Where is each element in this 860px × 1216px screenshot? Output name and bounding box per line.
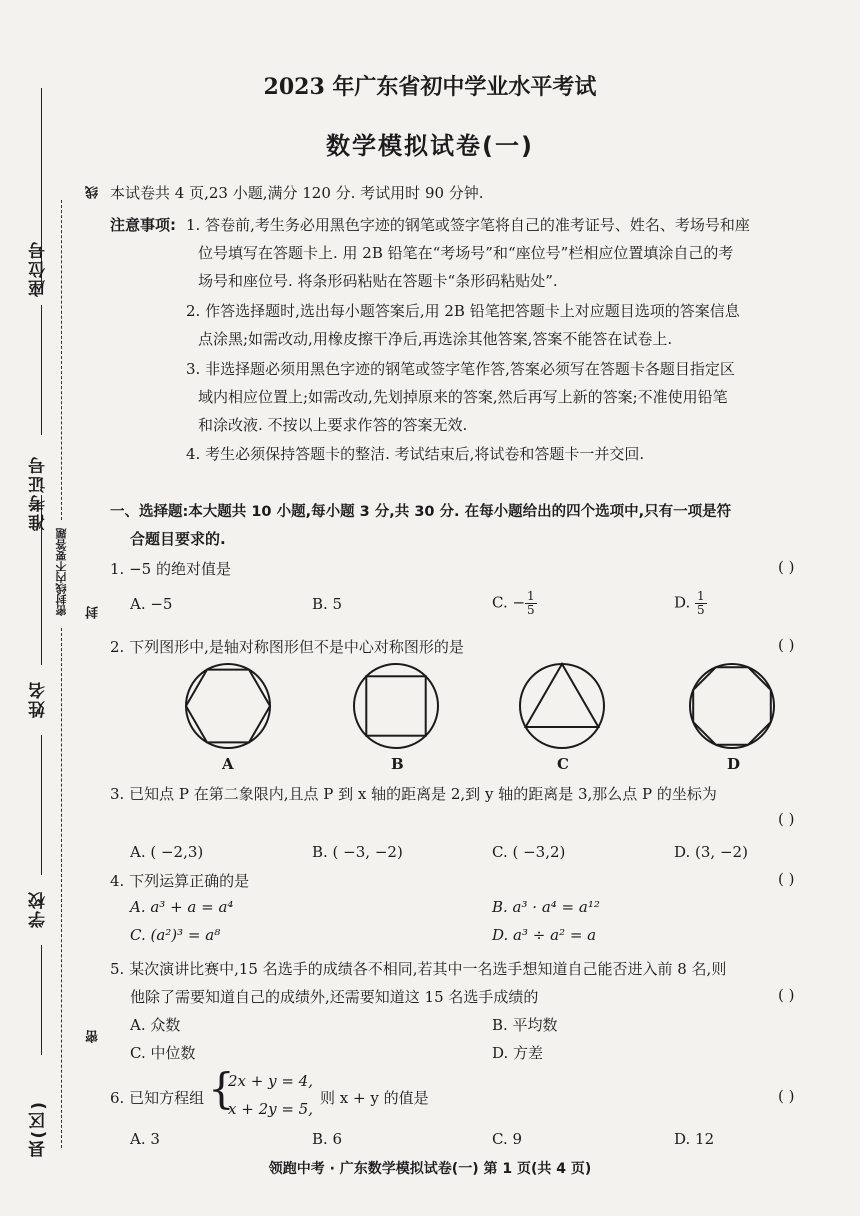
q2-label-c: C [557, 755, 569, 773]
q5-option-b: B. 平均数 [492, 1016, 558, 1034]
note-1c: 场号和座位号. 将条形码粘贴在答题卡“条形码粘贴处”. [198, 272, 558, 290]
exam-title: 2023 年广东省初中学业水平考试 [263, 74, 597, 100]
name-label: 姓名 [29, 680, 49, 718]
note-2b: 点涂黑;如需改动,用橡皮擦干净后,再选涂其他答案,答案不能答在试卷上. [198, 330, 673, 348]
q3-option-b: B. ( −3, −2) [312, 843, 403, 861]
q4-option-a: A. a³ + a = a⁴ [130, 898, 234, 916]
q5-option-d: D. 方差 [492, 1044, 544, 1062]
seal-feng: 封 [86, 606, 101, 619]
q2-stem: 2. 下列图形中,是轴对称图形但不是中心对称图形的是 [110, 638, 464, 656]
q2-label-b: B [391, 755, 404, 773]
q1-option-c: C. − $\frac{1}{5}$ [492, 589, 535, 617]
q6-answer-paren: ( ) [778, 1087, 795, 1105]
q4-option-c: C. (a²)³ = a⁸ [130, 926, 221, 944]
figure-b-square-in-circle [354, 664, 438, 748]
figure-d-octagon-in-circle [690, 664, 774, 748]
q6-equation-1: 2x + y = 4, [228, 1072, 313, 1090]
q3-option-a: A. ( −2,3) [130, 843, 204, 861]
binding-line-mid [41, 305, 42, 435]
seal-mi: 密 [86, 1030, 101, 1043]
q5-stem: 5. 某次演讲比赛中,15 名选手的成绩各不相同,若其中一名选手想知道自己能否进入前 8 名,则 [110, 960, 727, 978]
q6-option-a: A. 3 [130, 1130, 160, 1148]
exam-subtitle: 数学模拟试卷(一) [326, 132, 534, 160]
q5-answer-paren: ( ) [778, 986, 795, 1004]
seal-dash-bottom [61, 628, 62, 1148]
page-footer: 领跑中考 · 广东数学模拟试卷(一) 第 1 页(共 4 页) [268, 1161, 592, 1177]
q1-option-a: A. −5 [130, 595, 173, 613]
q1-answer-paren: ( ) [778, 558, 795, 576]
note-4: 4. 考生必须保持答题卡的整洁. 考试结束后,将试卷和答题卡一并交回. [186, 445, 645, 463]
q3-option-c: C. ( −3,2) [492, 843, 566, 861]
q2-answer-paren: ( ) [778, 636, 795, 654]
q6-system-brace: { [208, 1064, 235, 1113]
q6-option-b: B. 6 [312, 1130, 343, 1148]
seal-note: 密封线内不要答题 [55, 528, 68, 616]
q1-stem: 1. −5 的绝对值是 [110, 560, 231, 578]
notes-label: 注意事项: [110, 216, 176, 234]
q1-option-d: D. $\frac{1}{5}$ [674, 589, 705, 617]
figure-c-triangle-in-circle [520, 664, 604, 748]
note-2a: 2. 作答选择题时,选出每小题答案后,用 2B 铅笔把答题卡上对应题目选项的答案信息 [186, 302, 740, 320]
q5-option-a: A. 众数 [130, 1016, 181, 1034]
binding-line-mid3 [41, 735, 42, 875]
note-3c: 和涂改液. 不按以上要求作答的答案无效. [198, 416, 468, 434]
county-label: 县(区) [29, 1100, 49, 1158]
q2-label-d: D [727, 755, 741, 773]
q3-answer-paren: ( ) [778, 810, 795, 828]
intro-text: 本试卷共 4 页,23 小题,满分 120 分. 考试用时 90 分钟. [110, 184, 484, 202]
q1-option-b: B. 5 [312, 595, 343, 613]
q6-equation-2: x + 2y = 5, [228, 1100, 313, 1118]
q4-stem: 4. 下列运算正确的是 [110, 872, 250, 890]
q6-stem-suffix: 则 x + y 的值是 [320, 1089, 429, 1107]
note-3a: 3. 非选择题必须用黑色字迹的钢笔或签字笔作答,答案必须写在答题卡各题目指定区 [186, 360, 735, 378]
q4-answer-paren: ( ) [778, 870, 795, 888]
note-1a: 1. 答卷前,考生务必用黑色字迹的钢笔或签字笔将自己的准考证号、姓名、考场号和座 [186, 216, 750, 234]
binding-line-mid4 [41, 945, 42, 1055]
school-label: 学校 [29, 890, 49, 928]
q3-stem: 3. 已知点 P 在第二象限内,且点 P 到 x 轴的距离是 2,到 y 轴的距离是 3,那么点 P 的坐标为 [110, 785, 717, 803]
q2-figures [170, 660, 790, 752]
seal-xian: 线 [86, 186, 101, 199]
q4-option-b: B. a³ · a⁴ = a¹² [492, 898, 600, 916]
q5-option-c: C. 中位数 [130, 1044, 196, 1062]
q2-label-a: A [222, 755, 234, 773]
q3-option-d: D. (3, −2) [674, 843, 748, 861]
q5-stem-cont: 他除了需要知道自己的成绩外,还需要知道这 15 名选手成绩的 [130, 988, 539, 1006]
seat-label: 座位号 [29, 240, 49, 297]
note-3b: 域内相应位置上;如需改动,先划掉原来的答案,然后再写上新的答案;不准使用铅笔 [198, 388, 728, 406]
section1-heading: 一、选择题:本大题共 10 小题,每小题 3 分,共 30 分. 在每小题给出的四个选项中,只有一项是符 [110, 504, 732, 520]
note-1b: 位号填写在答题卡上. 用 2B 铅笔在“考场号”和“座位号”栏相应位置填涂自己的考 [198, 244, 734, 262]
ticket-label: 准考证号 [29, 455, 49, 531]
q4-option-d: D. a³ ÷ a² = a [492, 926, 597, 944]
q6-stem-prefix: 6. 已知方程组 [110, 1089, 205, 1107]
section1-heading-cont: 合题目要求的. [130, 530, 226, 548]
seal-dash-top [61, 200, 62, 520]
q6-option-d: D. 12 [674, 1130, 715, 1148]
figure-a-hexagon-in-circle [186, 664, 270, 748]
q6-option-c: C. 9 [492, 1130, 523, 1148]
